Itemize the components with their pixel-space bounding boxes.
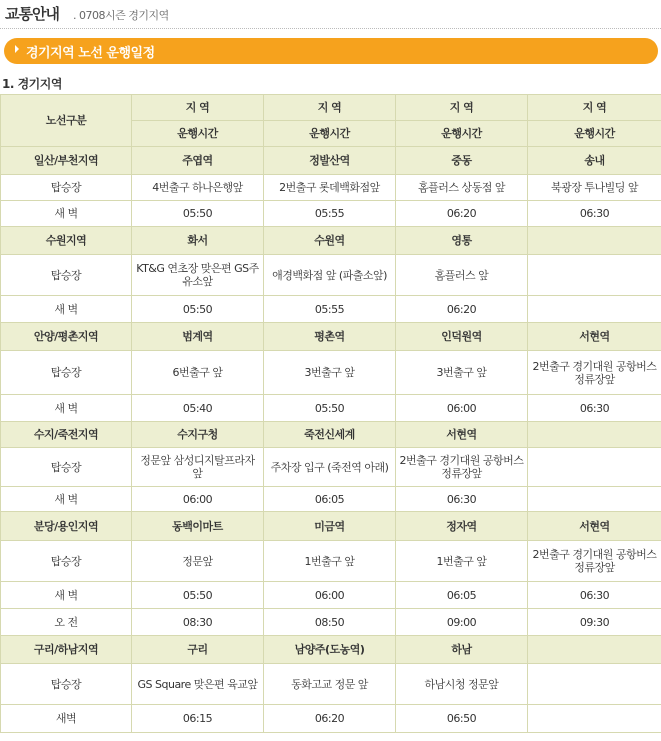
- stop-location: 북광장 투나빌딩 앞: [528, 175, 661, 201]
- station-name: 중동: [396, 147, 528, 175]
- stop-label: 탑승장: [1, 255, 132, 296]
- departure-time: 09:00: [396, 609, 528, 636]
- stop-location: 정문앞: [132, 541, 264, 582]
- departure-time: 06:20: [396, 201, 528, 227]
- departure-time: 06:20: [264, 705, 396, 733]
- stop-label: 탑승장: [1, 664, 132, 705]
- station-name: 정자역: [396, 512, 528, 541]
- stop-location: 2번출구 경기대원 공항버스 정류장앞: [528, 541, 661, 582]
- column-header-region: 지 역: [528, 95, 661, 121]
- departure-time: [528, 296, 661, 323]
- departure-time: 06:00: [396, 395, 528, 422]
- departure-time: 06:15: [132, 705, 264, 733]
- departure-time: 06:30: [528, 201, 661, 227]
- time-row: [1, 201, 661, 227]
- column-header-time: 운행시간: [396, 121, 528, 147]
- stop-label: 탑승장: [1, 448, 132, 487]
- header-row-region: [1, 95, 661, 121]
- stop-label: 탑승장: [1, 175, 132, 201]
- station-name: [528, 227, 661, 255]
- page-title: 교통안내: [5, 5, 59, 23]
- stop-location: [528, 664, 661, 705]
- departure-time: 05:50: [132, 582, 264, 609]
- stop-location: 6번출구 앞: [132, 351, 264, 395]
- station-name: [528, 422, 661, 448]
- time-row: [1, 582, 661, 609]
- time-row: [1, 395, 661, 422]
- station-name: 수지구청: [132, 422, 264, 448]
- schedule-table: [0, 94, 661, 733]
- region-name: 수원지역: [1, 227, 132, 255]
- station-name: [528, 636, 661, 664]
- stop-location: [528, 448, 661, 487]
- section-title: 1. 경기지역: [2, 77, 62, 91]
- column-header-time: 운행시간: [528, 121, 661, 147]
- banner-arrow-icon: [15, 45, 19, 53]
- stop-location: 3번출구 앞: [396, 351, 528, 395]
- stop-location: 2번출구 경기대원 공항버스 정류장앞: [396, 448, 528, 487]
- region-row: [1, 636, 661, 664]
- stop-row: [1, 541, 661, 582]
- departure-time: [528, 705, 661, 733]
- time-label: 새 벽: [1, 201, 132, 227]
- departure-time: 08:30: [132, 609, 264, 636]
- departure-time: 06:30: [528, 395, 661, 422]
- stop-location: 주차장 입구 (죽전역 아래): [264, 448, 396, 487]
- region-name: 수지/죽전지역: [1, 422, 132, 448]
- station-name: 미금역: [264, 512, 396, 541]
- departure-time: 05:40: [132, 395, 264, 422]
- section-banner: [4, 38, 658, 64]
- stop-location: 1번출구 앞: [396, 541, 528, 582]
- stop-row: [1, 255, 661, 296]
- station-name: 구리: [132, 636, 264, 664]
- departure-time: 06:30: [528, 582, 661, 609]
- station-name: 서현역: [528, 512, 661, 541]
- time-row: [1, 609, 661, 636]
- station-name: 남양주(도농역): [264, 636, 396, 664]
- page-header: [0, 0, 661, 26]
- stop-location: 2번출구 롯데백화점앞: [264, 175, 396, 201]
- departure-time: 05:50: [132, 296, 264, 323]
- stop-location: GS Square 맞은편 육교앞: [132, 664, 264, 705]
- departure-time: 05:50: [132, 201, 264, 227]
- stop-location: KT&G 연초장 맞은편 GS주유소앞: [132, 255, 264, 296]
- stop-row: [1, 448, 661, 487]
- departure-time: 06:00: [132, 487, 264, 512]
- station-name: 수원역: [264, 227, 396, 255]
- station-name: 서현역: [396, 422, 528, 448]
- time-label: 새 벽: [1, 395, 132, 422]
- stop-location: 4번출구 하나은행앞: [132, 175, 264, 201]
- stop-row: [1, 351, 661, 395]
- region-row: [1, 422, 661, 448]
- stop-location: [528, 255, 661, 296]
- departure-time: 06:30: [396, 487, 528, 512]
- corner-header: 노선구분: [1, 95, 132, 147]
- column-header-time: 운행시간: [264, 121, 396, 147]
- station-name: 동백이마트: [132, 512, 264, 541]
- region-name: 일산/부천지역: [1, 147, 132, 175]
- station-name: 화서: [132, 227, 264, 255]
- stop-location: 3번출구 앞: [264, 351, 396, 395]
- time-row: [1, 487, 661, 512]
- column-header-region: 지 역: [132, 95, 264, 121]
- station-name: 범계역: [132, 323, 264, 351]
- station-name: 주엽역: [132, 147, 264, 175]
- departure-time: 05:55: [264, 296, 396, 323]
- stop-row: [1, 175, 661, 201]
- departure-time: [528, 487, 661, 512]
- time-label: 새 벽: [1, 296, 132, 323]
- time-label: 오 전: [1, 609, 132, 636]
- time-label: 새 벽: [1, 582, 132, 609]
- station-name: 하남: [396, 636, 528, 664]
- region-row: [1, 147, 661, 175]
- departure-time: 06:05: [264, 487, 396, 512]
- banner-title: 경기지역 노선 운행일정: [26, 46, 155, 61]
- station-name: 평촌역: [264, 323, 396, 351]
- station-name: 인덕원역: [396, 323, 528, 351]
- departure-time: 05:50: [264, 395, 396, 422]
- station-name: 죽전신세계: [264, 422, 396, 448]
- region-name: 구리/하남지역: [1, 636, 132, 664]
- stop-location: 애경백화점 앞 (파출소앞): [264, 255, 396, 296]
- stop-location: 홈플러스 앞: [396, 255, 528, 296]
- departure-time: 06:05: [396, 582, 528, 609]
- station-name: 정발산역: [264, 147, 396, 175]
- stop-label: 탑승장: [1, 541, 132, 582]
- departure-time: 06:20: [396, 296, 528, 323]
- column-header-region: 지 역: [264, 95, 396, 121]
- region-name: 안양/평촌지역: [1, 323, 132, 351]
- time-label: 새 벽: [1, 487, 132, 512]
- stop-location: 홈플러스 상동점 앞: [396, 175, 528, 201]
- stop-location: 동화고교 정문 앞: [264, 664, 396, 705]
- column-header-region: 지 역: [396, 95, 528, 121]
- departure-time: 08:50: [264, 609, 396, 636]
- station-name: 서현역: [528, 323, 661, 351]
- departure-time: 05:55: [264, 201, 396, 227]
- time-row: [1, 296, 661, 323]
- departure-time: 06:50: [396, 705, 528, 733]
- stop-row: [1, 664, 661, 705]
- region-row: [1, 323, 661, 351]
- stop-location: 하남시청 정문앞: [396, 664, 528, 705]
- column-header-time: 운행시간: [132, 121, 264, 147]
- stop-location: 정문앞 삼성디지탈프라자 앞: [132, 448, 264, 487]
- region-name: 분당/용인지역: [1, 512, 132, 541]
- stop-location: 1번출구 앞: [264, 541, 396, 582]
- region-row: [1, 227, 661, 255]
- region-row: [1, 512, 661, 541]
- page-subtitle: . 0708시즌 경기지역: [73, 9, 169, 22]
- stop-location: 2번출구 경기대원 공항버스 정류장앞: [528, 351, 661, 395]
- station-name: 송내: [528, 147, 661, 175]
- time-label: 새벽: [1, 705, 132, 733]
- station-name: 영통: [396, 227, 528, 255]
- departure-time: 09:30: [528, 609, 661, 636]
- departure-time: 06:00: [264, 582, 396, 609]
- stop-label: 탑승장: [1, 351, 132, 395]
- header-divider: [0, 28, 661, 29]
- time-row: [1, 705, 661, 733]
